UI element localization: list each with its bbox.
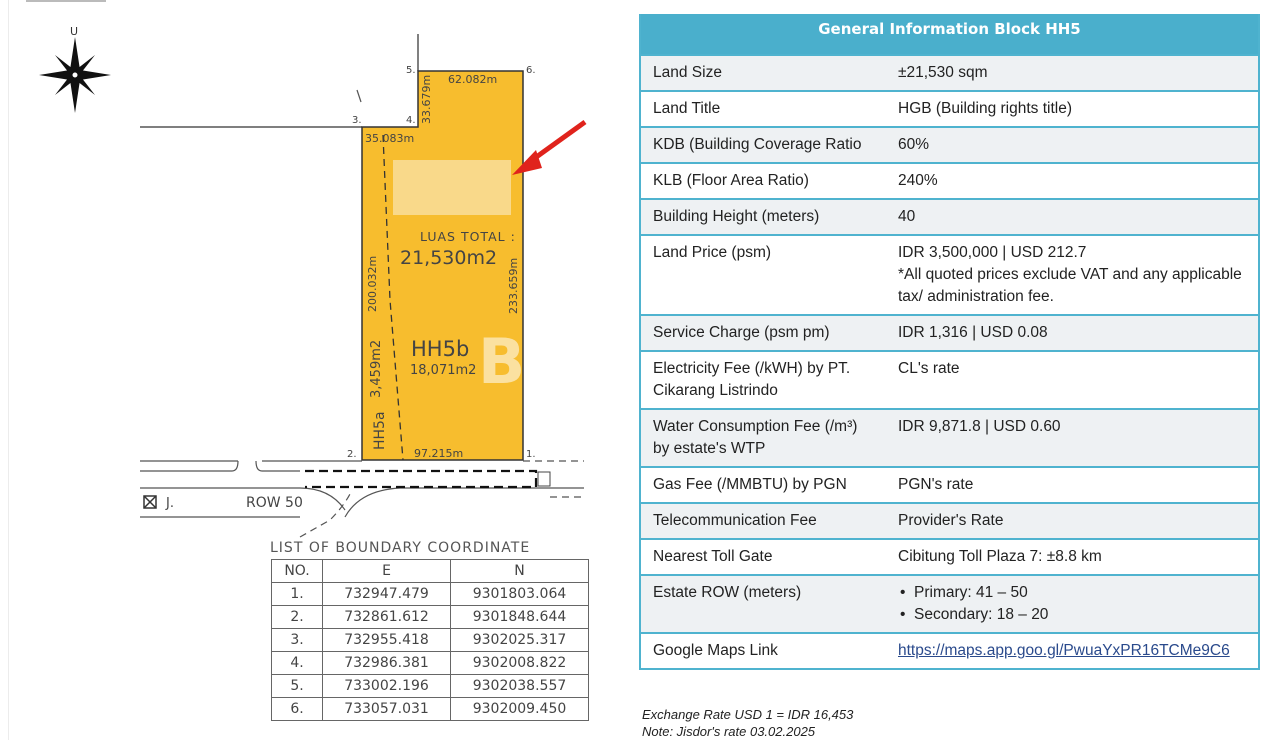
water-label: Water Consumption Fee (/m³) by estate's WTP xyxy=(653,418,858,457)
road-lines xyxy=(140,461,584,537)
building-height-value: 40 xyxy=(898,208,916,225)
plot-label-box xyxy=(393,160,511,215)
area-total-label: LUAS TOTAL : xyxy=(420,229,516,244)
coord-e: 732955.418 xyxy=(323,629,451,652)
row-land-size xyxy=(641,56,1258,92)
coord-no: 3. xyxy=(272,629,323,652)
maps-cell xyxy=(886,634,1258,668)
coord-e: 733002.196 xyxy=(323,675,451,698)
coord-n: 9302038.557 xyxy=(451,675,589,698)
compass-rose-icon xyxy=(39,37,111,113)
general-info-table xyxy=(639,14,1260,670)
coord-header-n: N xyxy=(451,560,589,583)
row-maps xyxy=(641,634,1258,668)
kdb-value: 60% xyxy=(898,136,930,153)
point-4: 4. xyxy=(406,115,416,126)
road-marker-icon xyxy=(144,496,156,508)
land-price-value: IDR 3,500,000 | USD 212.7 xyxy=(898,244,1087,261)
row-telecom xyxy=(641,504,1258,540)
coord-no: 6. xyxy=(272,698,323,721)
coord-header-no: NO. xyxy=(272,560,323,583)
gas-label: Gas Fee (/MMBTU) by PGN xyxy=(653,476,847,493)
marker-box xyxy=(538,472,550,486)
coord-n: 9301848.644 xyxy=(451,606,589,629)
dim-5-6: 62.082m xyxy=(448,73,498,86)
row-land-price xyxy=(641,236,1258,316)
land-title-value: HGB (Building rights title) xyxy=(898,100,1073,117)
maps-label: Google Maps Link xyxy=(653,642,778,659)
point-3: 3. xyxy=(352,115,362,126)
gas-value: PGN's rate xyxy=(898,476,974,493)
hh5a-area: 3,459m2 xyxy=(369,339,384,398)
estate-row-secondary: • Secondary: 18 – 20 xyxy=(898,604,1248,626)
land-size-label: Land Size xyxy=(653,64,722,81)
klb-label: KLB (Floor Area Ratio) xyxy=(653,172,809,189)
dim-3-4: 35.083m xyxy=(365,132,415,145)
jisdor-note: Note: Jisdor's rate 03.02.2025 xyxy=(642,724,816,739)
coord-e: 732986.381 xyxy=(323,652,451,675)
watermark: B xyxy=(478,325,526,398)
dim-right: 233.659m xyxy=(507,257,520,314)
toll-gate-label: Nearest Toll Gate xyxy=(653,548,773,565)
coord-no: 5. xyxy=(272,675,323,698)
row-gas xyxy=(641,468,1258,504)
row-kdb xyxy=(641,128,1258,164)
coord-e: 733057.031 xyxy=(323,698,451,721)
hh5b-label: HH5b xyxy=(411,337,470,361)
coord-no: 1. xyxy=(272,583,323,606)
telecom-value: Provider's Rate xyxy=(898,512,1004,529)
coord-n: 9302025.317 xyxy=(451,629,589,652)
hh5a-label: HH5a xyxy=(372,411,388,450)
info-table-title: General Information Block HH5 xyxy=(641,14,1258,56)
site-plan xyxy=(0,0,600,740)
coord-no: 4. xyxy=(272,652,323,675)
electricity-value: CL's rate xyxy=(898,360,960,377)
point-6: 6. xyxy=(526,65,536,76)
estate-row-list xyxy=(898,582,1248,626)
service-charge-value: IDR 1,316 | USD 0.08 xyxy=(898,324,1048,341)
klb-value: 240% xyxy=(898,172,938,189)
row-land-title xyxy=(641,92,1258,128)
coord-n: 9302008.822 xyxy=(451,652,589,675)
land-title-label: Land Title xyxy=(653,100,721,117)
land-size-value: ±21,530 sqm xyxy=(898,64,988,81)
road-prefix: J. xyxy=(166,496,174,511)
row-water xyxy=(641,410,1258,468)
coord-n: 9301803.064 xyxy=(451,583,589,606)
row-building-height xyxy=(641,200,1258,236)
electricity-label: Electricity Fee (/kWH) by PT. Cikarang Listrindo xyxy=(653,360,851,399)
exchange-rate-note: Exchange Rate USD 1 = IDR 16,453 xyxy=(642,707,854,722)
dim-left: 200.032m xyxy=(366,255,379,312)
row-klb xyxy=(641,164,1258,200)
estate-row-primary: • Primary: 41 – 50 xyxy=(898,582,1248,604)
land-price-label: Land Price (psm) xyxy=(653,244,772,261)
row-estate-row xyxy=(641,576,1258,634)
coord-e: 732947.479 xyxy=(323,583,451,606)
dim-2-1: 97.215m xyxy=(414,447,464,460)
row-service-charge xyxy=(641,316,1258,352)
table-row xyxy=(272,629,589,652)
table-row xyxy=(272,698,589,721)
land-price-cell xyxy=(886,236,1258,314)
point-5: 5. xyxy=(406,65,416,76)
coord-table xyxy=(271,559,589,721)
boundary-tick xyxy=(357,90,361,102)
coord-header-e: E xyxy=(323,560,451,583)
kdb-label: KDB (Building Coverage Ratio xyxy=(653,136,862,153)
point-1: 1. xyxy=(526,449,536,460)
estate-row-cell xyxy=(886,576,1258,632)
row-toll-gate xyxy=(641,540,1258,576)
table-row xyxy=(272,583,589,606)
road-label: ROW 50 xyxy=(246,495,303,511)
estate-row-label: Estate ROW (meters) xyxy=(653,584,802,601)
building-height-label: Building Height (meters) xyxy=(653,208,820,225)
coord-no: 2. xyxy=(272,606,323,629)
point-2: 2. xyxy=(347,449,357,460)
land-price-note: *All quoted prices exclude VAT and any applicable tax/ administration fee. xyxy=(898,266,1242,305)
table-row xyxy=(272,606,589,629)
coord-table-title: LIST OF BOUNDARY COORDINATE xyxy=(270,540,531,556)
compass-north-letter: U xyxy=(70,25,79,38)
table-row xyxy=(272,652,589,675)
hh5b-area: 18,071m2 xyxy=(410,363,477,378)
service-charge-label: Service Charge (psm pm) xyxy=(653,324,830,341)
google-maps-link[interactable]: https://maps.app.goo.gl/PwuaYxPR16TCMe9C6 xyxy=(898,642,1230,659)
coord-header-row xyxy=(272,560,589,583)
water-value: IDR 9,871.8 | USD 0.60 xyxy=(898,418,1061,435)
row-boundary-dashed xyxy=(305,471,536,487)
area-total-value: 21,530m2 xyxy=(400,247,498,269)
coord-e: 732861.612 xyxy=(323,606,451,629)
row-electricity xyxy=(641,352,1258,410)
table-row xyxy=(272,675,589,698)
coord-n: 9302009.450 xyxy=(451,698,589,721)
footnote xyxy=(642,706,853,740)
dim-4-5: 33.679m xyxy=(420,74,433,124)
telecom-label: Telecommunication Fee xyxy=(653,512,817,529)
toll-gate-value: Cibitung Toll Plaza 7: ±8.8 km xyxy=(898,548,1102,565)
